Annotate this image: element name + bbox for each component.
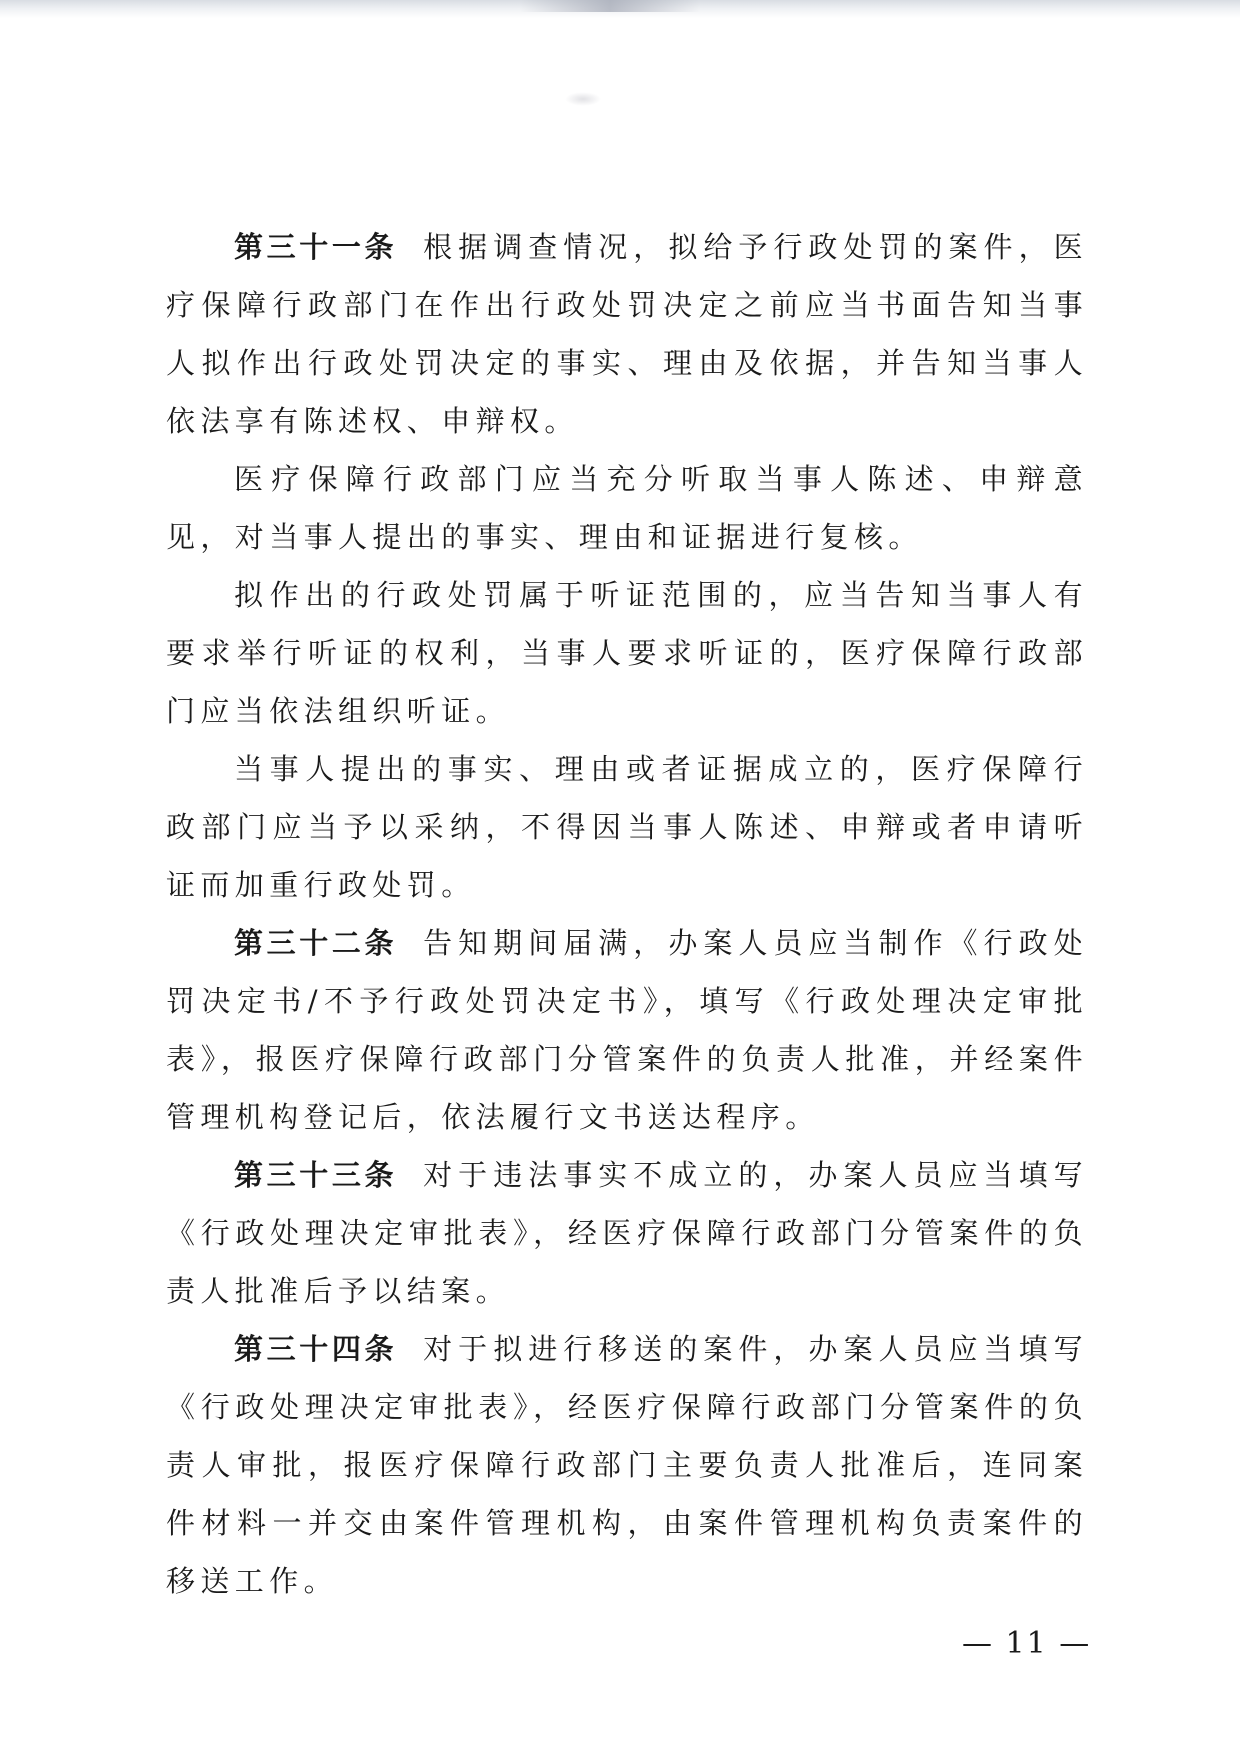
- article-31-title: 第三十一条: [234, 230, 398, 264]
- article-34-paragraph-1: [166, 1320, 1088, 1610]
- article-31-text-1: 根据调查情况，拟给予行政处罚的案件，医疗保障行政部门在作出行政处罚决定之前应当书面告知当事人拟作出行政处罚决定的事实、理由及依据，并告知当事人依法享有陈述权、申辩权。: [166, 230, 1088, 438]
- article-34-title: 第三十四条: [234, 1332, 398, 1366]
- article-32-paragraph-1: [166, 914, 1088, 1146]
- article-32-title: 第三十二条: [234, 926, 398, 960]
- article-31-paragraph-4: 当事人提出的事实、理由或者证据成立的，医疗保障行政部门应当予以采纳，不得因当事人陈述、申辩或者申请听证而加重行政处罚。: [166, 752, 1088, 902]
- article-33-paragraph-1: [166, 1146, 1088, 1320]
- article-32-text-1: 告知期间届满，办案人员应当制作《行政处罚决定书/不予行政处罚决定书》，填写《行政处理决定审批表》，报医疗保障行政部门分管案件的负责人批准，并经案件管理机构登记后，依法履行文书送达程序。: [166, 926, 1088, 1134]
- article-33-text-1: 对于违法事实不成立的，办案人员应当填写《行政处理决定审批表》，经医疗保障行政部门分管案件的负责人批准后予以结案。: [166, 1158, 1088, 1308]
- article-31-paragraph-1: [166, 218, 1088, 450]
- article-33-title: 第三十三条: [234, 1158, 398, 1192]
- scan-speck: [565, 92, 601, 106]
- scan-binding-mark: [520, 0, 700, 12]
- article-34-text-1: 对于拟进行移送的案件，办案人员应当填写《行政处理决定审批表》，经医疗保障行政部门分管案件的负责人审批，报医疗保障行政部门主要负责人批准后，连同案件材料一并交由案件管理机构，由案件管理机构负责案件的移送工作。: [166, 1332, 1088, 1598]
- article-31-paragraph-3: 拟作出的行政处罚属于听证范围的，应当告知当事人有要求举行听证的权利，当事人要求听证的，医疗保障行政部门应当依法组织听证。: [166, 578, 1088, 728]
- document-body: [166, 218, 1088, 1610]
- article-31-paragraph-2: 医疗保障行政部门应当充分听取当事人陈述、申辩意见，对当事人提出的事实、理由和证据进行复核。: [166, 462, 1088, 554]
- page-number: — 11 —: [962, 1626, 1092, 1661]
